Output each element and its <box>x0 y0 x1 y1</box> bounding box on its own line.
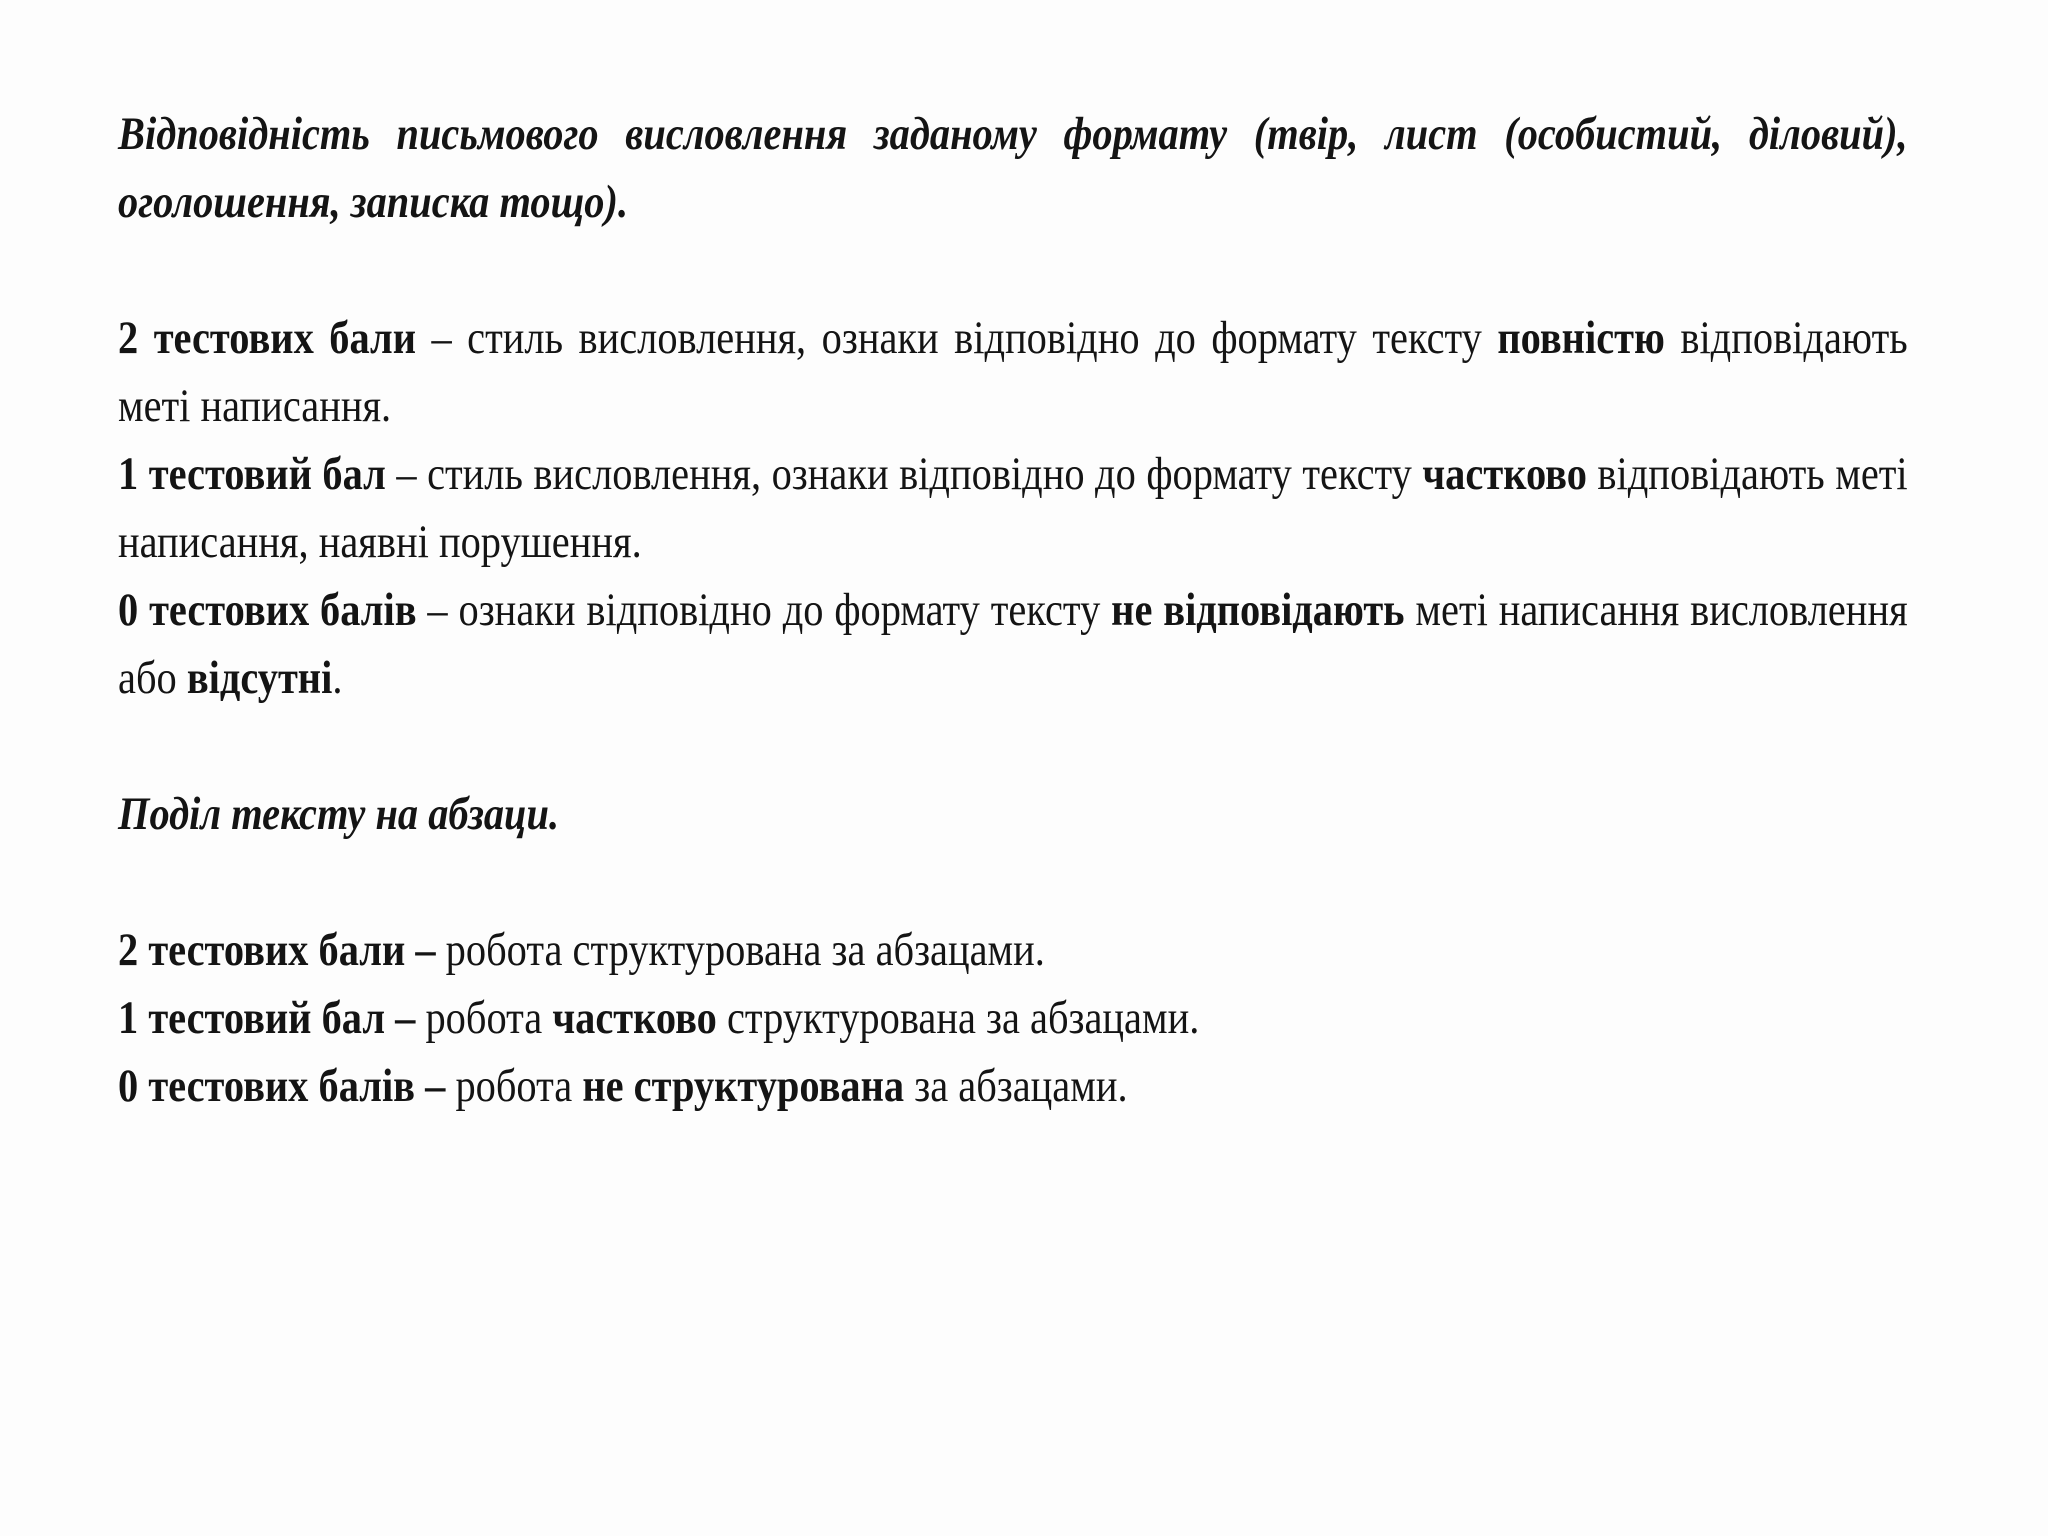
criterion-emphasis: не відповідають <box>1111 584 1405 636</box>
criterion-text: структурована за абзацами. <box>716 992 1200 1044</box>
criterion-text: ознаки відповідно до формату тексту <box>458 584 1112 636</box>
criterion-text: робота <box>445 1060 583 1112</box>
criterion-format-0 <box>118 576 1908 712</box>
criterion-emphasis: повністю <box>1497 312 1665 364</box>
criterion-text: стиль висловлення, ознаки відповідно до формату тексту <box>427 448 1423 500</box>
criterion-paragraphs-1 <box>118 984 1908 1052</box>
criterion-format-2 <box>118 304 1908 440</box>
section-heading-paragraphs: Поділ тексту на абзаци. <box>118 788 560 840</box>
criterion-format-1 <box>118 440 1908 576</box>
criterion-text: відповідають меті написання, наявні порушення. <box>118 448 1908 568</box>
criterion-emphasis: не структурована <box>582 1060 905 1112</box>
criterion-text: стиль висловлення, ознаки відповідно до формату тексту <box>467 312 1498 364</box>
spacer <box>118 848 1908 916</box>
score-label: 2 тестових бали – <box>118 924 436 976</box>
section-heading-format: Відповідність письмового висловлення заданому формату (твір, лист (особистий, діловий), оголошення, записка тощо). <box>118 108 1908 228</box>
separator: – <box>416 312 468 364</box>
score-label: 2 тестових бали <box>118 312 417 364</box>
score-label: 0 тестових балів <box>118 584 417 636</box>
criterion-emphasis: частково <box>1422 448 1587 500</box>
document-body <box>118 100 1908 1120</box>
spacer <box>118 236 1908 304</box>
criterion-text: відповідають меті написання. <box>118 312 1908 432</box>
criterion-paragraphs-2 <box>118 916 1908 984</box>
criterion-text: . <box>332 652 343 704</box>
separator: – <box>416 584 459 636</box>
criterion-emphasis: частково <box>552 992 717 1044</box>
criterion-paragraphs-0 <box>118 1052 1908 1120</box>
criterion-text: меті написання висловлення або <box>118 584 1908 704</box>
criterion-text: робота <box>415 992 553 1044</box>
spacer <box>118 712 1908 780</box>
separator: – <box>385 448 428 500</box>
score-label: 1 тестовий бал – <box>118 992 416 1044</box>
criterion-emphasis: відсутні <box>186 652 333 704</box>
criterion-text: робота структурована за абзацами. <box>435 924 1045 976</box>
score-label: 0 тестових балів – <box>118 1060 446 1112</box>
criterion-text: за абзацами. <box>904 1060 1128 1112</box>
score-label: 1 тестовий бал <box>118 448 386 500</box>
